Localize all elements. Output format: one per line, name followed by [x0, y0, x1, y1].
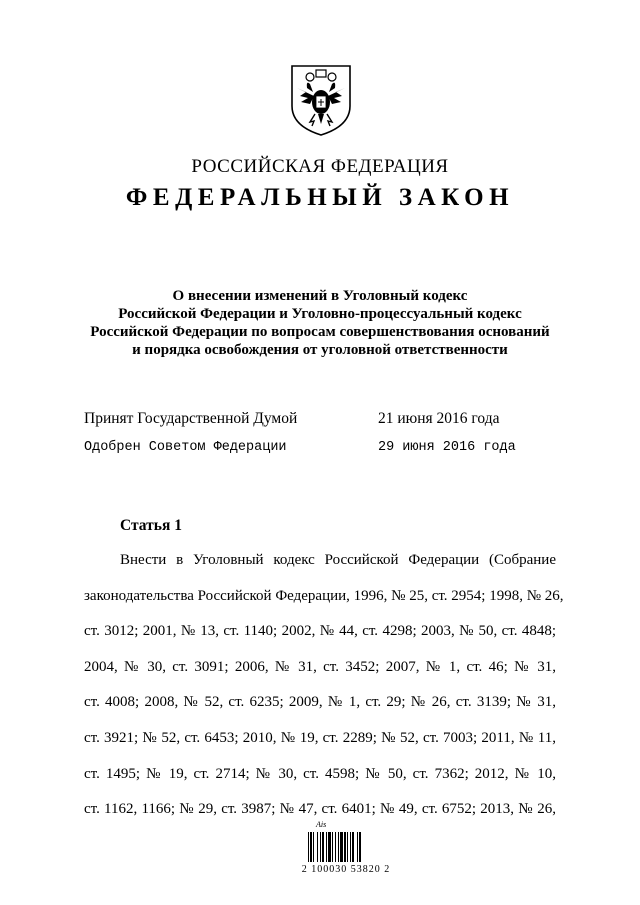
article-text-line: Внести в Уголовный кодекс Российской Федерации (Собрание	[120, 552, 556, 568]
law-title-line: Российской Федерации и Уголовно-процессуальный кодекс	[118, 306, 522, 322]
adoption-duma-row	[0, 410, 640, 430]
article-text-line: 2004, № 30, ст. 3091; 2006, № 31, ст. 3452; 2007, № 1, ст. 46; № 31,	[84, 658, 556, 675]
barcode-icon	[307, 832, 387, 862]
article-text-line: ст. 1495; № 19, ст. 2714; № 30, ст. 4598; № 50, ст. 7362; 2012, № 10,	[84, 765, 556, 782]
law-title-line: и порядка освобождения от уголовной ответственности	[132, 342, 508, 358]
handwritten-mark: Ais	[316, 820, 327, 829]
country-name: РОССИЙСКАЯ ФЕДЕРАЦИЯ	[191, 156, 449, 177]
law-title-line: Российской Федерации по вопросам совершенствования оснований	[90, 324, 550, 340]
approval-council-row	[0, 440, 640, 460]
coat-of-arms-icon	[288, 62, 354, 138]
law-title	[60, 287, 580, 359]
approval-council-date: 29 июня 2016 года	[378, 440, 516, 455]
approval-council-label: Одобрен Советом Федерации	[84, 440, 287, 455]
article-heading: Статья 1	[120, 517, 182, 534]
article-text-line: ст. 1162, 1166; № 29, ст. 3987; № 47, ст. 6401; № 49, ст. 6752; 2013, № 26,	[84, 801, 556, 818]
law-title-line: О внесении изменений в Уголовный кодекс	[172, 288, 468, 304]
article-text-line: ст. 3921; № 52, ст. 6453; 2010, № 19, ст. 2289; № 52, ст. 7003; 2011, № 11,	[84, 729, 556, 746]
article-body	[84, 550, 564, 835]
barcode-number: 2 100030 53820 2	[301, 864, 391, 875]
article-text-line: ст. 4008; 2008, № 52, ст. 6235; 2009, № 1, ст. 29; № 26, ст. 3139; № 31,	[84, 694, 556, 711]
adoption-duma-label: Принят Государственной Думой	[84, 410, 298, 427]
article-text-line: законодательства Российской Федерации, 1996, № 25, ст. 2954; 1998, № 26,	[84, 587, 564, 604]
adoption-duma-date: 21 июня 2016 года	[378, 410, 500, 427]
article-text-line: ст. 3012; 2001, № 13, ст. 1140; 2002, № 44, ст. 4298; 2003, № 50, ст. 4848;	[84, 623, 556, 640]
law-type-heading: ФЕДЕРАЛЬНЫЙ ЗАКОН	[125, 184, 515, 211]
